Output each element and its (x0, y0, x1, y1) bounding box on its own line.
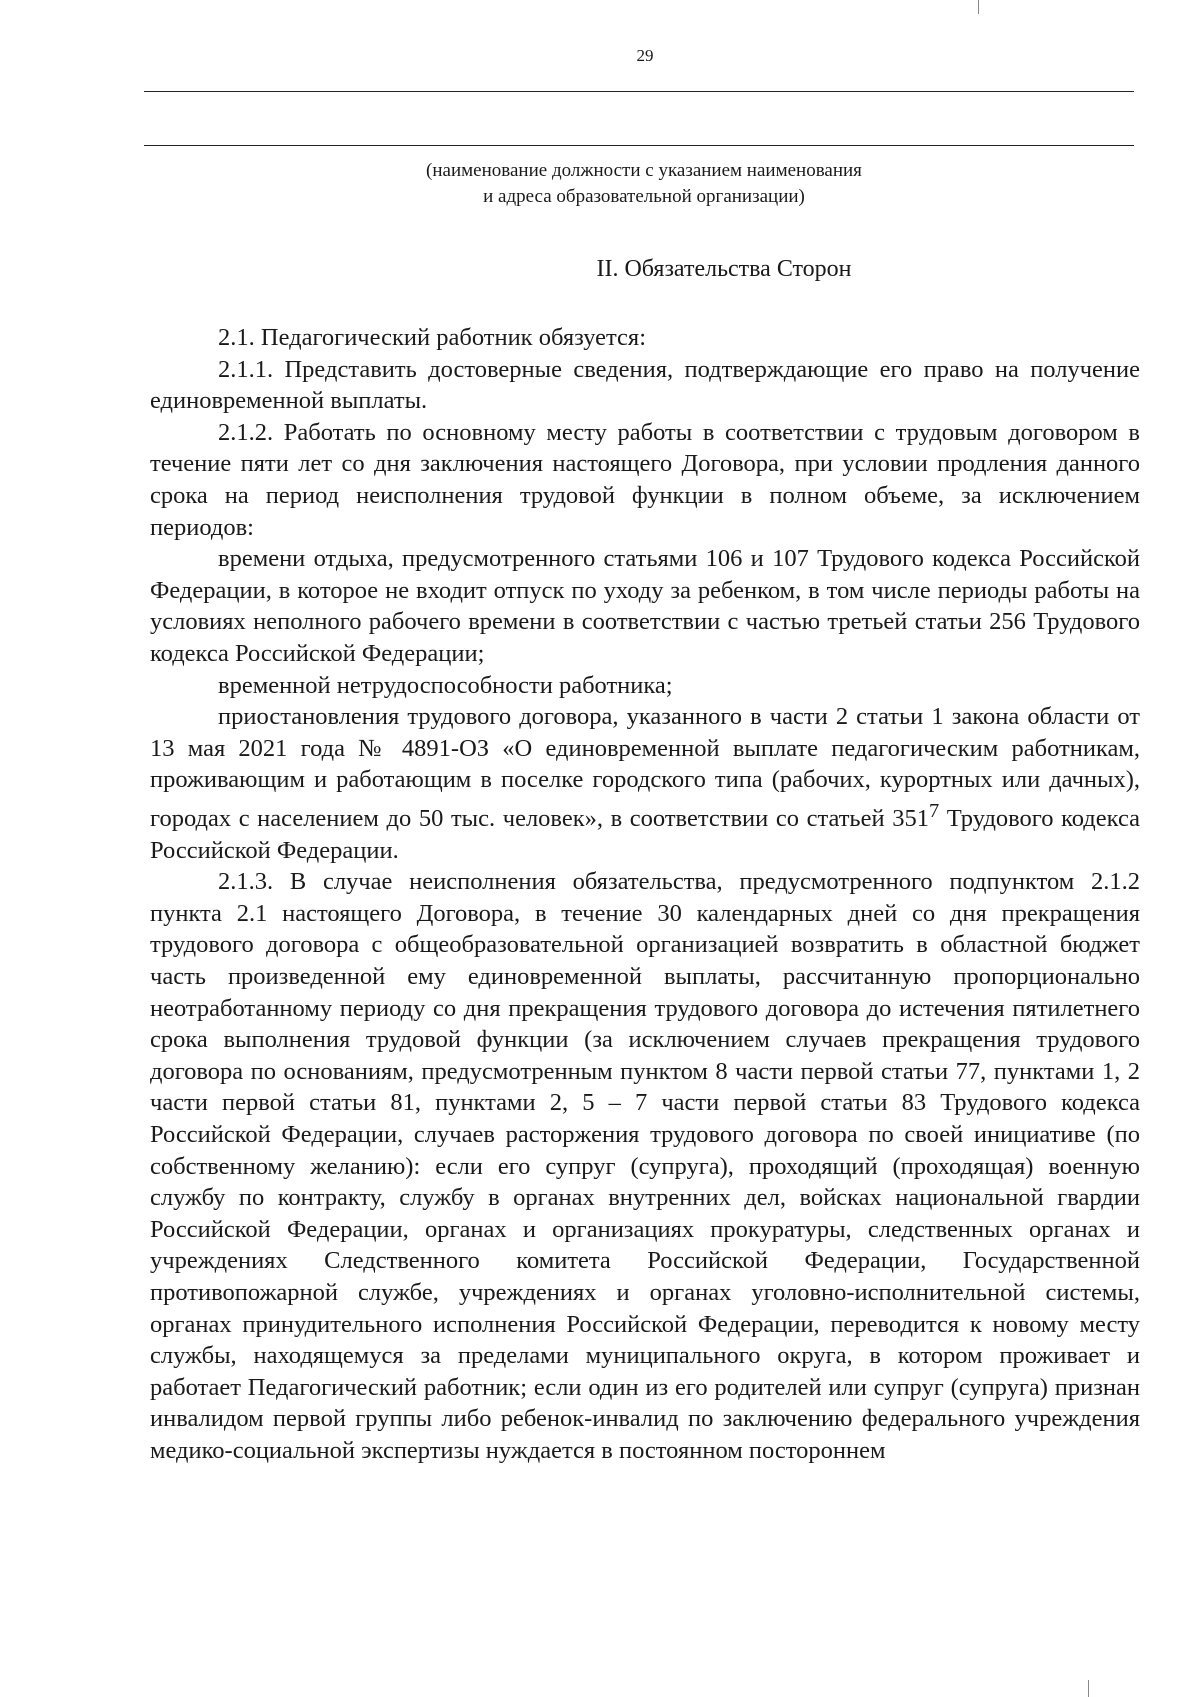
scan-mark-bottom (1088, 1680, 1089, 1697)
paragraph-2-1-2: 2.1.2. Работать по основному месту работы в соответствии с трудовым договором в течение пяти лет со дня заключения настоящего Договора, при условии продления данного срока на период неисполнения трудовой функции в полном объеме, за исключением периодов: (150, 418, 1140, 541)
paragraph-rest-time: времени отдыха, предусмотренного статьями 106 и 107 Трудового кодекса Российской Федерации, в которое не входит отпуск по уходу за ребенком, в том числе периоды работы на условиях неполного рабочего времени в соответствии с частью третьей статьи 256 Трудового кодекса Российской Федерации; (150, 545, 1140, 667)
paragraph-2-1-3: 2.1.3. В случае неисполнения обязательства, предусмотренного подпунктом 2.1.2 пункта 2.1 настоящего Договора, в течение 30 календарных дней со дня прекращения трудового договора с общеобразовательной организацией возвратить в областной бюджет часть произведенной ему единовременной выплаты, рассчитанную пропорционально неотработанному периоду со дня прекращения трудового договора до истечения пятилетнего срока выполнения трудовой функции (за исключением случаев прекращения трудового договора по основаниям, предусмотренным пунктом 8 части первой статьи 77, пунктами 1, 2 части первой статьи 81, пунктами 2, 5 – 7 части первой статьи 83 Трудового кодекса Российской Федерации, случаев расторжения трудового договора по своей инициативе (по собственному желанию): если его супруг (супруга), проходящий (проходящая) военную службу по контракту, службу в органах внутренних дел, войсках национальной гвардии Российской Федерации, органах и организациях прокуратуры, следственных органах и учреждениях Следственного комитета Российской Федерации, Государственной противопожарной службе, учреждениях и органах уголовно-исполнительной системы, органах принудительного исполнения Российской Федерации, переводится к новому месту службы, находящемуся за пределами муниципального округа, в котором проживает и работает Педагогический работник; если один из его родителей или супруг (супруга) признан инвалидом первой группы либо ребенок-инвалид по заключению федерального учреждения медико-социальной экспертизы нуждается в постоянном постороннем (150, 868, 1140, 1464)
paragraph-disability: временной нетрудоспособности работника; (218, 671, 673, 699)
paragraph-2-1: 2.1. Педагогический работник обязуется: (218, 324, 647, 351)
position-caption (144, 158, 1144, 210)
paragraph-suspension (150, 701, 1140, 866)
document-body (150, 322, 1140, 1467)
page-number: 29 (636, 46, 654, 65)
caption-line-1: (наименование должности с указанием наименования (426, 160, 862, 181)
scan-mark-top (978, 0, 979, 14)
caption-line-2: и адреса образовательной организации) (483, 186, 805, 207)
suspension-text: приостановления трудового договора, указанного в части 2 статьи 1 закона области от 13 мая 2021 года № 4891-ОЗ «О единовременной выплате педагогическим работникам, проживающим и работающим в поселке городского типа (рабочих, курортных или дачных), городах с населением до 50 тыс. человек», в соответствии со статьей 351 (150, 703, 1140, 833)
article-superscript: 7 (928, 799, 940, 822)
blank-line-1 (144, 91, 1134, 92)
section-title: II. Обязательства Сторон (596, 256, 852, 282)
suspension-text-end: Трудового кодекса Российской Федерации. (150, 805, 1140, 864)
paragraph-2-1-1: 2.1.1. Представить достоверные сведения, подтверждающие его право на получение единовременной выплаты. (150, 355, 1140, 415)
blank-line-2 (144, 145, 1134, 146)
